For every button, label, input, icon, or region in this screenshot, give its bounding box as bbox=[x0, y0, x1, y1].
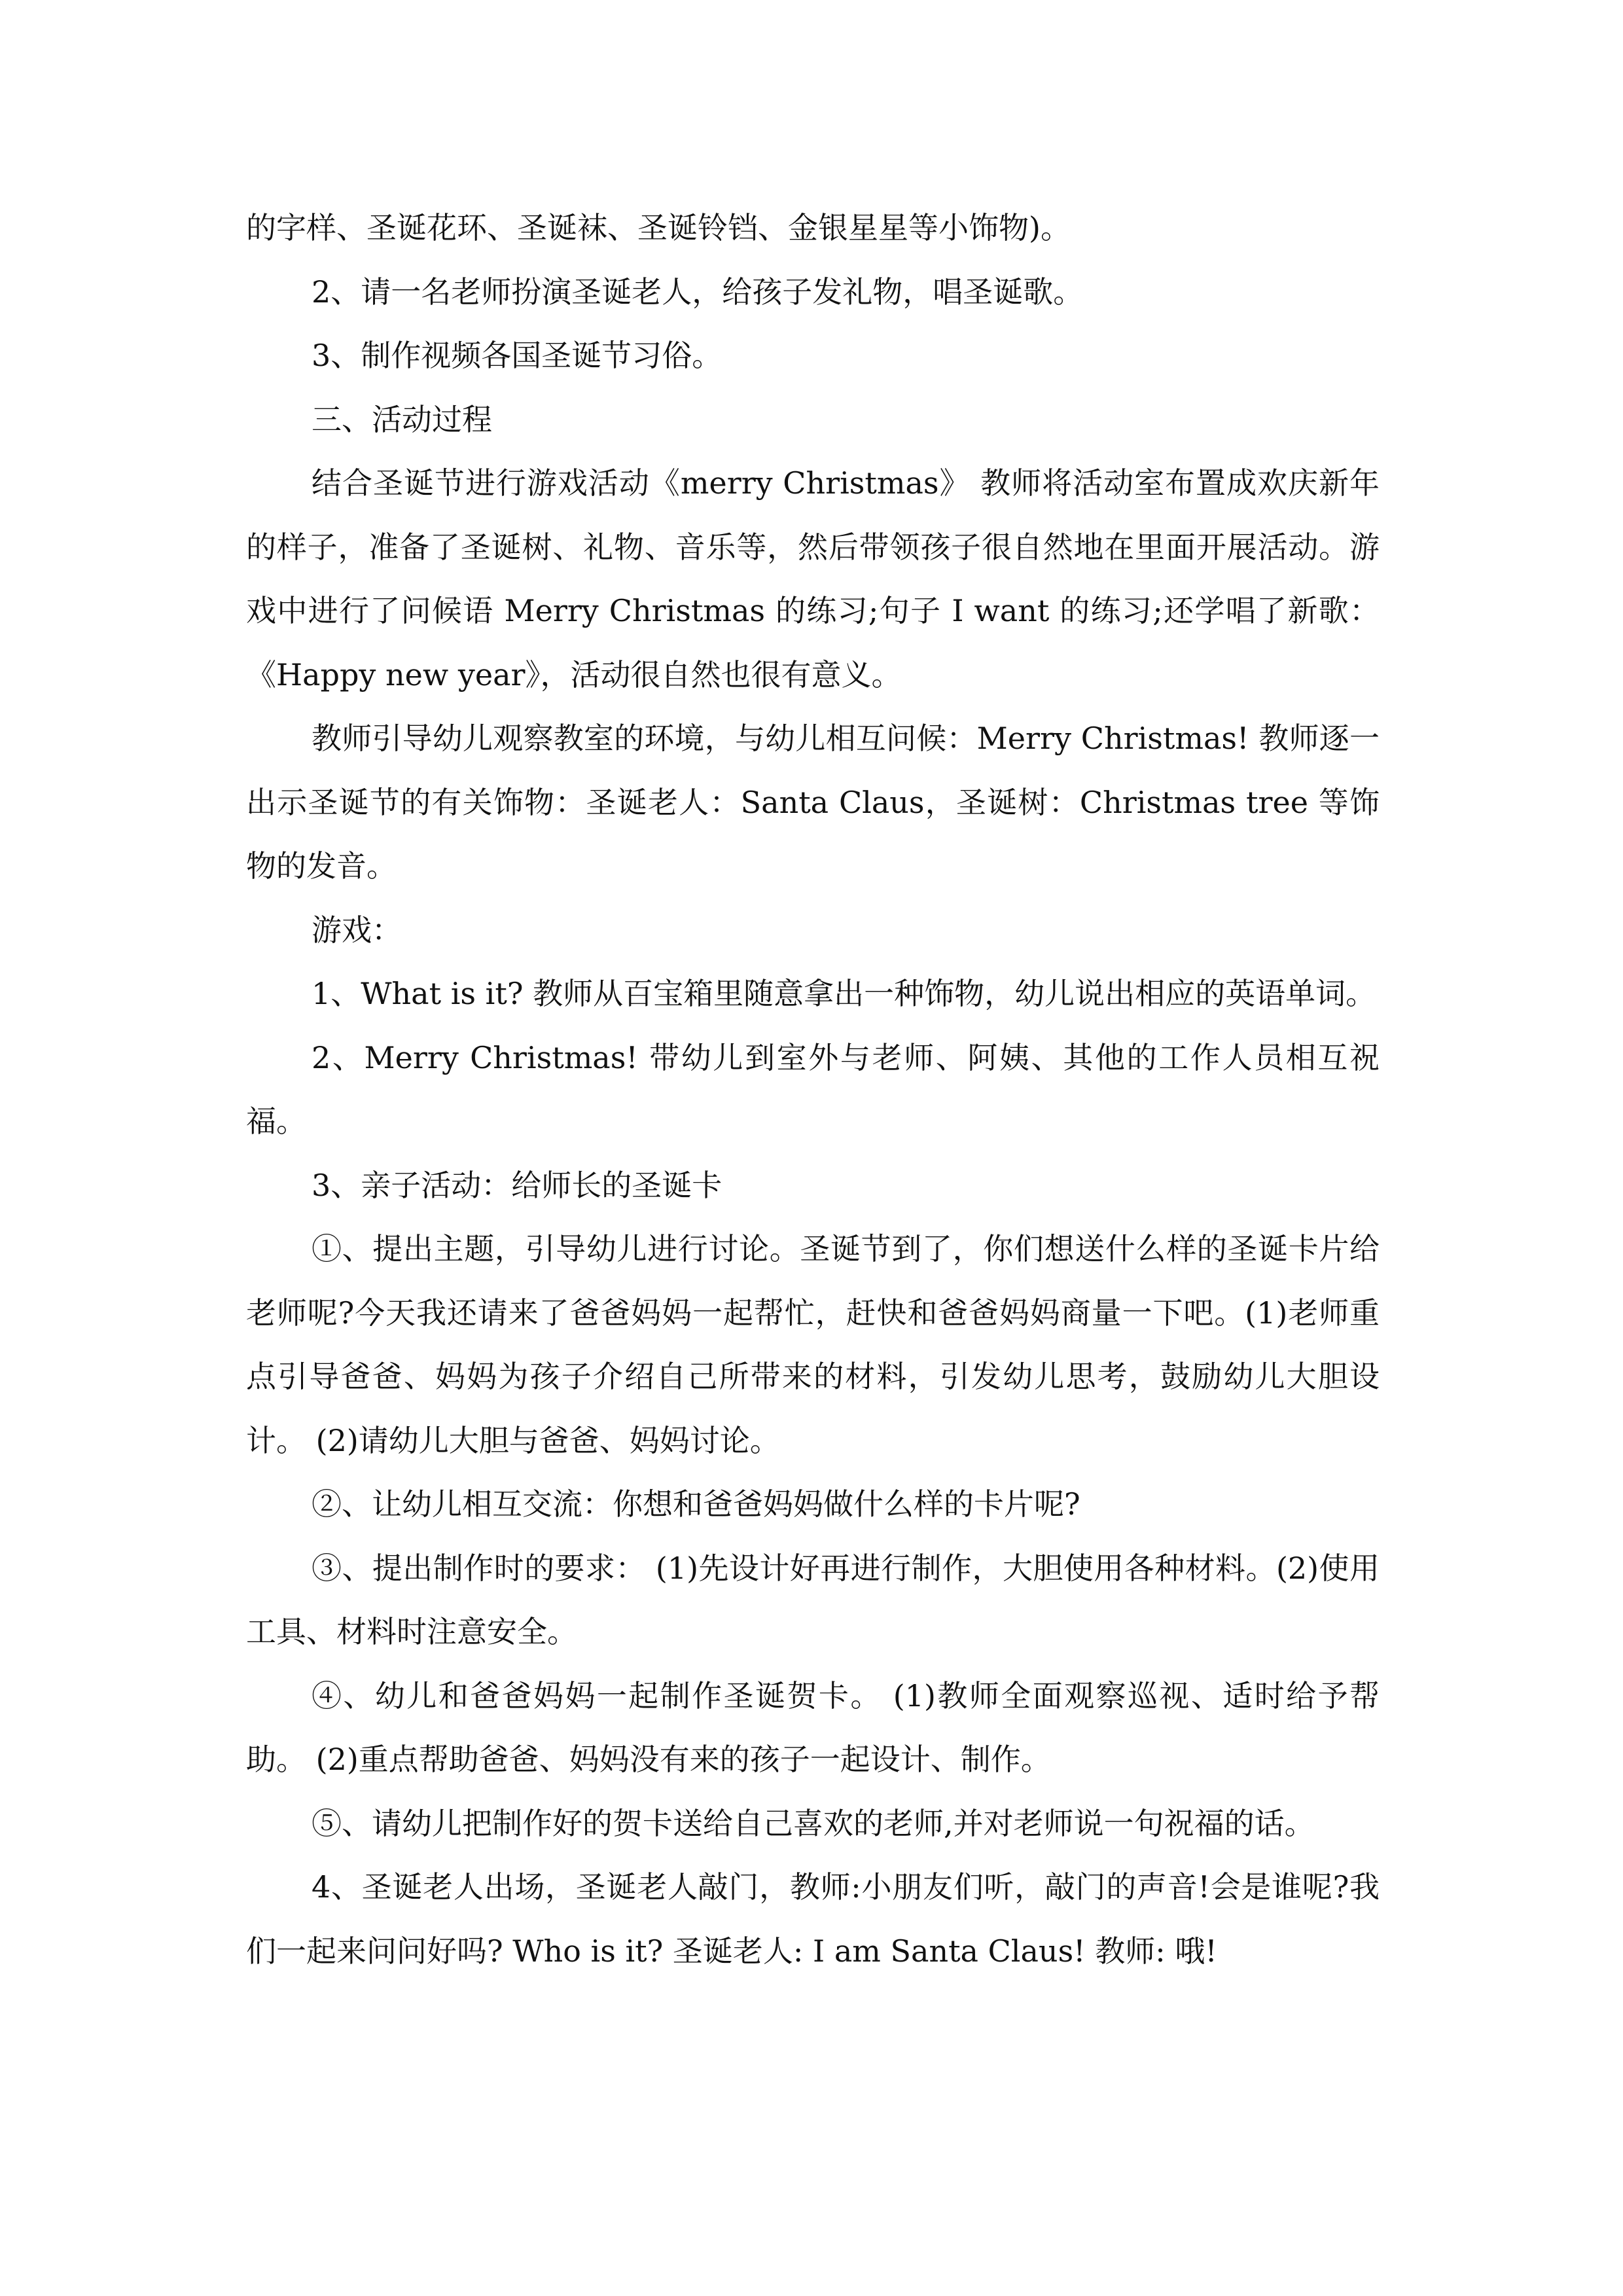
paragraph-11: ②、让幼儿相互交流：你想和爸爸妈妈做什么样的卡片呢? bbox=[312, 1486, 1080, 1522]
paragraph-14: ⑤、请幼儿把制作好的贺卡送给自己喜欢的老师,并对老师说一句祝福的话。 bbox=[312, 1805, 1315, 1841]
paragraph-9: 3、亲子活动：给师长的圣诞卡 bbox=[312, 1167, 722, 1203]
paragraph-4: 结合圣诞节进行游戏活动《merry Christmas》 教师将活动室布置成欢庆新年的样子，准备了圣诞树、礼物、音乐等，然后带领孩子很自然地在里面开展活动。游戏中进行了问候语 Merry Christmas 的练习;句子 I want 的练习;还学唱了新歌：《Happy new year》，活动很自然也很有意义。 bbox=[246, 465, 1380, 692]
document-body bbox=[246, 196, 1380, 1983]
paragraph-1: 2、请一名老师扮演圣诞老人，给孩子发礼物，唱圣诞歌。 bbox=[312, 274, 1084, 310]
paragraph-13: ④、幼儿和爸爸妈妈一起制作圣诞贺卡。 (1)教师全面观察巡视、适时给予帮助。 (2)重点帮助爸爸、妈妈没有来的孩子一起设计、制作。 bbox=[246, 1677, 1380, 1777]
paragraph-2: 3、制作视频各国圣诞节习俗。 bbox=[312, 338, 722, 373]
paragraph-12: ③、提出制作时的要求： (1)先设计好再进行制作，大胆使用各种材料。(2)使用工具、材料时注意安全。 bbox=[246, 1550, 1380, 1649]
subheading-games: 游戏： bbox=[312, 912, 402, 948]
paragraph-5: 教师引导幼儿观察教室的环境，与幼儿相互问候：Merry Christmas! 教师逐一出示圣诞节的有关饰物：圣诞老人：Santa Claus，圣诞树：Christmas tree 等饰物的发音。 bbox=[246, 721, 1380, 884]
section-heading-activity-process: 三、活动过程 bbox=[312, 401, 492, 437]
paragraph-15: 4、圣诞老人出场，圣诞老人敲门，教师:小朋友们听，敲门的声音!会是谁呢?我们一起来问问好吗? Who is it? 圣诞老人: I am Santa Claus! 教师: 哦! bbox=[246, 1869, 1380, 1969]
paragraph-7: 1、What is it? 教师从百宝箱里随意拿出一种饰物，幼儿说出相应的英语单词。 bbox=[312, 976, 1376, 1011]
paragraph-10: ①、提出主题，引导幼儿进行讨论。圣诞节到了，你们想送什么样的圣诞卡片给老师呢?今天我还请来了爸爸妈妈一起帮忙，赶快和爸爸妈妈商量一下吧。(1)老师重点引导爸爸、妈妈为孩子介绍自己所带来的材料，引发幼儿思考，鼓励幼儿大胆设计。 (2)请幼儿大胆与爸爸、妈妈讨论。 bbox=[246, 1231, 1380, 1458]
paragraph-0: 的字样、圣诞花环、圣诞袜、圣诞铃铛、金银星星等小饰物)。 bbox=[246, 210, 1071, 245]
paragraph-8: 2、Merry Christmas! 带幼儿到室外与老师、阿姨、其他的工作人员相互祝福。 bbox=[246, 1039, 1380, 1139]
